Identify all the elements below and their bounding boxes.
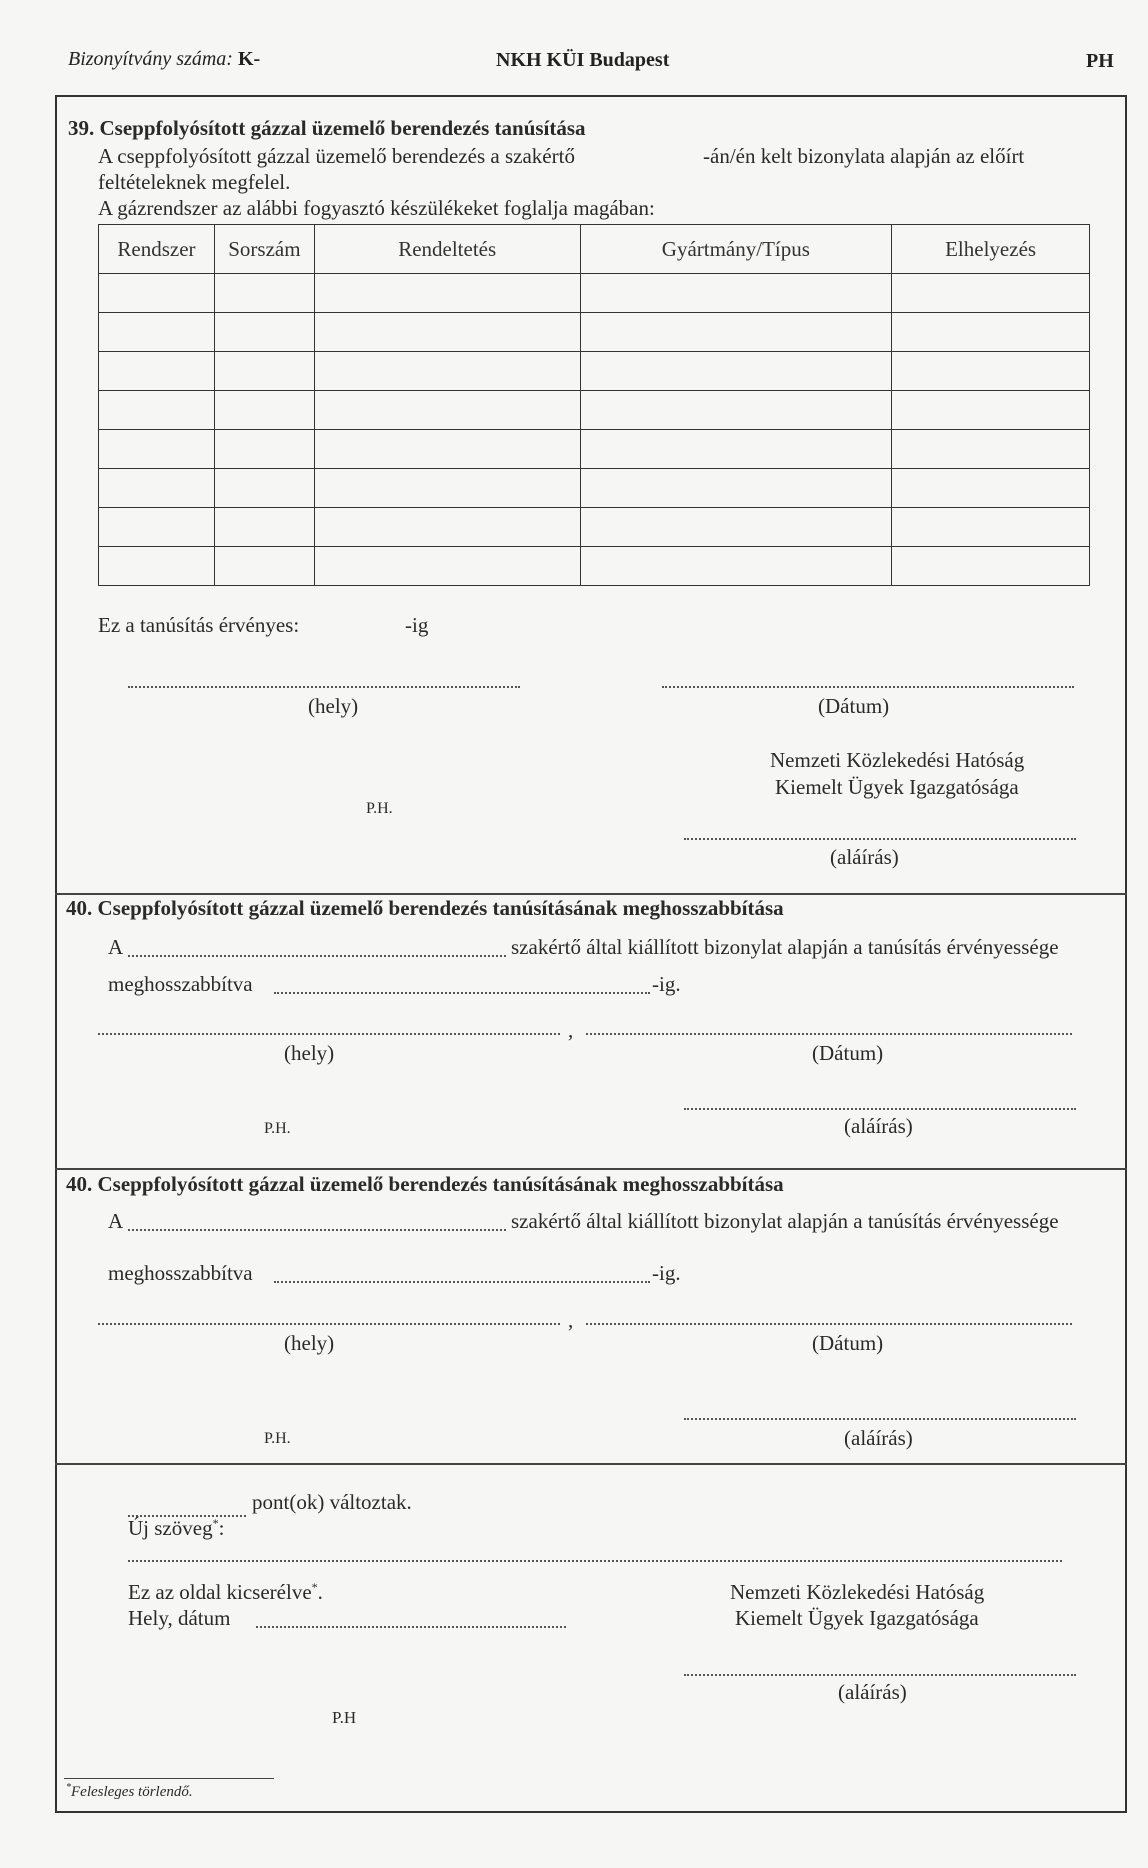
table-cell[interactable] xyxy=(214,352,314,391)
table-cell[interactable] xyxy=(892,469,1090,508)
section-40a-line2-prefix: meghosszabbítva xyxy=(108,972,253,996)
table-cell[interactable] xyxy=(892,391,1090,430)
new-text-label: Új szöveg*: xyxy=(128,1516,225,1540)
signature-label: (aláírás) xyxy=(844,1114,913,1138)
table-cell[interactable] xyxy=(892,274,1090,313)
table-cell[interactable] xyxy=(580,547,892,586)
extended-until-line[interactable] xyxy=(274,1281,650,1283)
section-40b-title: 40. Cseppfolyósított gázzal üzemelő berendezés tanúsításának meghosszabbítása xyxy=(66,1172,784,1196)
section-39-line1-left: A cseppfolyósított gázzal üzemelő berendezés a szakértő xyxy=(98,144,575,168)
table-cell[interactable] xyxy=(892,547,1090,586)
date-line[interactable] xyxy=(586,1323,1072,1325)
column-header: Rendeltetés xyxy=(314,225,580,274)
authority-directorate: Kiemelt Ügyek Igazgatósága xyxy=(775,775,1019,799)
authority-name: Nemzeti Közlekedési Hatóság xyxy=(770,748,1025,772)
signature-label: (aláírás) xyxy=(830,845,899,869)
authority-directorate: Kiemelt Ügyek Igazgatósága xyxy=(735,1606,979,1630)
footnote-rule xyxy=(64,1778,274,1779)
place-date-label: Hely, dátum xyxy=(128,1606,231,1630)
appliance-table xyxy=(98,224,1090,586)
column-header: Gyártmány/Típus xyxy=(580,225,892,274)
place-label: (hely) xyxy=(284,1041,335,1065)
table-cell[interactable] xyxy=(314,391,580,430)
certificate-number-label: Bizonyítvány száma: K- xyxy=(68,48,261,70)
place-label: (hely) xyxy=(284,1331,335,1355)
column-header: Rendszer xyxy=(99,225,215,274)
date-label: (Dátum) xyxy=(812,1331,884,1355)
section-39-title: 39. Cseppfolyósított gázzal üzemelő berendezés tanúsítása xyxy=(68,116,586,140)
table-cell[interactable] xyxy=(214,508,314,547)
date-label: (Dátum) xyxy=(818,694,890,718)
table-cell[interactable] xyxy=(214,274,314,313)
table-cell[interactable] xyxy=(580,469,892,508)
table-cell[interactable] xyxy=(99,313,215,352)
section-40a-title: 40. Cseppfolyósított gázzal üzemelő berendezés tanúsításának meghosszabbítása xyxy=(66,896,784,920)
ph-stamp-label: P.H. xyxy=(264,1430,291,1447)
section-divider xyxy=(55,1168,1127,1170)
table-cell[interactable] xyxy=(580,352,892,391)
signature-line[interactable] xyxy=(684,1418,1076,1420)
validity-label: Ez a tanúsítás érvényes: xyxy=(98,613,300,637)
table-cell[interactable] xyxy=(99,274,215,313)
column-header: Elhelyezés xyxy=(892,225,1090,274)
table-cell[interactable] xyxy=(314,274,580,313)
signature-line[interactable] xyxy=(684,1108,1076,1110)
table-row xyxy=(99,274,1090,313)
table-row xyxy=(99,313,1090,352)
place-line[interactable] xyxy=(98,1323,560,1325)
section-divider xyxy=(55,1463,1127,1465)
table-cell[interactable] xyxy=(892,430,1090,469)
signature-label: (aláírás) xyxy=(838,1680,907,1704)
ph-header: PH xyxy=(1086,50,1114,72)
table-cell[interactable] xyxy=(314,352,580,391)
signature-label: (aláírás) xyxy=(844,1426,913,1450)
ph-stamp-label: P.H. xyxy=(366,800,393,817)
section-40a-line1-prefix: A xyxy=(108,935,124,959)
section-40a-line2-suffix: -ig. xyxy=(652,972,681,996)
expert-line[interactable] xyxy=(128,1229,506,1231)
place-date-line[interactable] xyxy=(256,1626,566,1628)
table-cell[interactable] xyxy=(214,430,314,469)
validity-suffix: -ig xyxy=(405,613,429,637)
section-39-line1-right: -án/én kelt bizonylata alapján az előírt xyxy=(703,144,1025,168)
table-cell[interactable] xyxy=(214,547,314,586)
table-cell[interactable] xyxy=(99,547,215,586)
date-label: (Dátum) xyxy=(812,1041,884,1065)
table-row xyxy=(99,391,1090,430)
column-header: Sorszám xyxy=(214,225,314,274)
section-40a-line1-suffix: szakértő által kiállított bizonylat alapján a tanúsítás érvényessége xyxy=(511,935,1059,959)
table-cell[interactable] xyxy=(892,508,1090,547)
expert-line[interactable] xyxy=(128,955,506,957)
table-cell[interactable] xyxy=(99,508,215,547)
place-label: (hely) xyxy=(308,694,359,718)
table-cell[interactable] xyxy=(580,313,892,352)
table-cell[interactable] xyxy=(580,391,892,430)
signature-line[interactable] xyxy=(684,1674,1076,1676)
date-line[interactable] xyxy=(662,686,1074,688)
footnote: *Felesleges törlendő. xyxy=(66,1782,193,1800)
table-cell[interactable] xyxy=(314,547,580,586)
table-cell[interactable] xyxy=(214,313,314,352)
comma: , xyxy=(568,1018,574,1042)
table-cell[interactable] xyxy=(314,313,580,352)
table-cell[interactable] xyxy=(580,274,892,313)
date-line[interactable] xyxy=(586,1033,1072,1035)
table-cell[interactable] xyxy=(99,391,215,430)
page-replaced-label: Ez az oldal kicserélve*. xyxy=(128,1580,323,1604)
section-39-line2: feltételeknek megfelel. xyxy=(98,170,291,194)
table-cell[interactable] xyxy=(892,313,1090,352)
place-line[interactable] xyxy=(98,1033,560,1035)
new-text-line[interactable] xyxy=(128,1560,1062,1562)
table-cell[interactable] xyxy=(892,352,1090,391)
section-40b-line1-prefix: A xyxy=(108,1209,124,1233)
authority-name: Nemzeti Közlekedési Hatóság xyxy=(730,1580,985,1604)
section-40b-line2-prefix: meghosszabbítva xyxy=(108,1261,253,1285)
points-changed-label: pont(ok) változtak. xyxy=(252,1490,412,1514)
table-row xyxy=(99,469,1090,508)
table-cell[interactable] xyxy=(99,469,215,508)
section-40b-line1-suffix: szakértő által kiállított bizonylat alapján a tanúsítás érvényessége xyxy=(511,1209,1059,1233)
table-cell[interactable] xyxy=(214,469,314,508)
table-header-row xyxy=(99,225,1090,274)
certificate-prefix: K- xyxy=(237,48,261,70)
table-cell[interactable] xyxy=(580,508,892,547)
authority-header: NKH KÜI Budapest xyxy=(496,49,670,71)
place-line[interactable] xyxy=(128,686,520,688)
signature-line[interactable] xyxy=(684,838,1076,840)
table-cell[interactable] xyxy=(214,391,314,430)
table-row xyxy=(99,352,1090,391)
table-cell[interactable] xyxy=(314,430,580,469)
table-row xyxy=(99,547,1090,586)
extended-until-line[interactable] xyxy=(274,992,650,994)
section-40b-line2-suffix: -ig. xyxy=(652,1261,681,1285)
table-cell[interactable] xyxy=(314,469,580,508)
table-cell[interactable] xyxy=(99,352,215,391)
ph-stamp-label: P.H xyxy=(332,1708,357,1727)
section-divider xyxy=(55,893,1127,895)
ph-stamp-label: P.H. xyxy=(264,1120,291,1137)
table-cell[interactable] xyxy=(99,430,215,469)
section-39-line3: A gázrendszer az alábbi fogyasztó készülékeket foglalja magában: xyxy=(98,196,655,220)
table-cell[interactable] xyxy=(314,508,580,547)
table-cell[interactable] xyxy=(580,430,892,469)
table-row xyxy=(99,508,1090,547)
comma: , xyxy=(568,1308,574,1332)
table-row xyxy=(99,430,1090,469)
